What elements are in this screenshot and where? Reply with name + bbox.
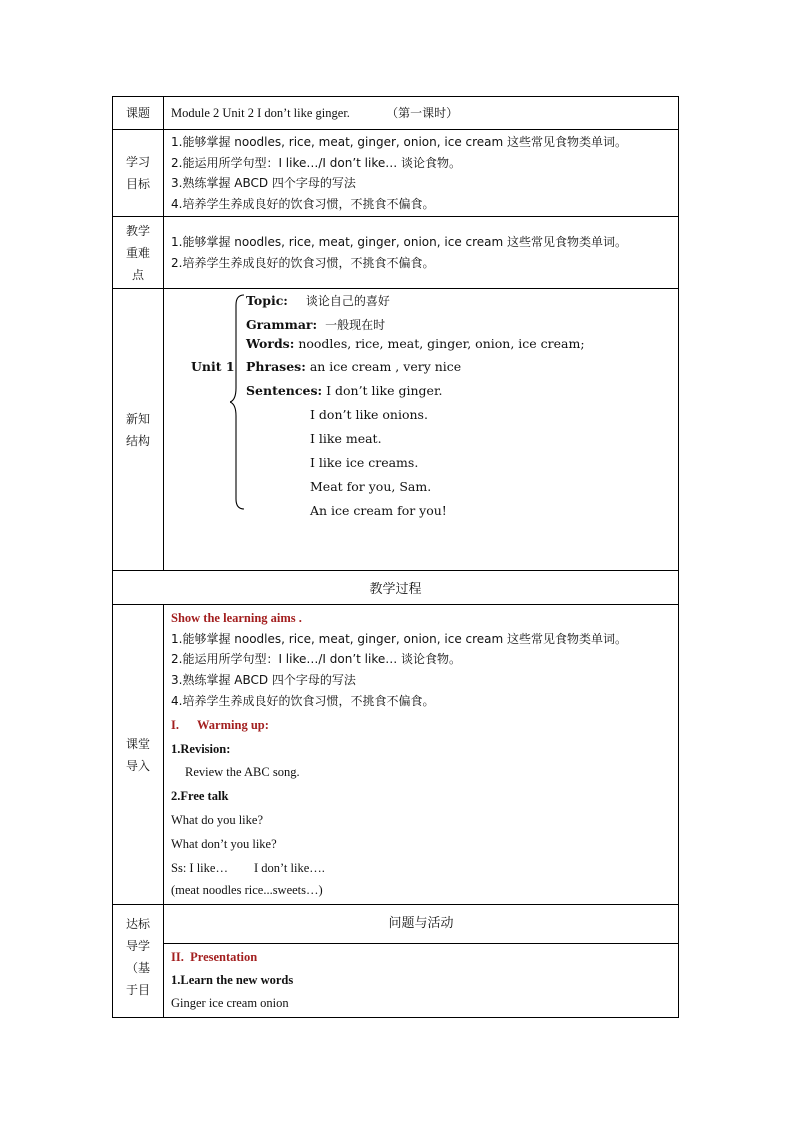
sentence-item: Meat for you, Sam. [310,479,432,494]
warming-up-heading: I. Warming up: [171,717,269,732]
show-aims-heading: Show the learning aims . [171,610,302,625]
intro-aim-line: 3.熟练掌握 ABCD 四个字母的写法 [171,673,356,688]
guide-cell [164,905,679,1018]
lesson-period: （第一课时） [386,105,459,120]
lesson-plan-table [112,96,679,1018]
sentence-item: An ice cream for you! [310,503,447,518]
unit-label: Unit 1 [191,359,235,374]
topic-row [113,97,679,130]
revision-heading: 1.Revision: [171,741,231,756]
topic-title: Module 2 Unit 2 I don’t like ginger. [171,105,350,120]
focus-cell [164,217,679,289]
aims-cell [164,130,679,217]
intro-aim-line: 2.能运用所学句型：I like…/I don’t like… 谈论食物。 [171,652,462,667]
knowledge-structure [164,289,678,565]
question-line: What do you like? [171,812,263,827]
new-words-line: Ginger ice cream onion [171,996,289,1010]
revision-text: Review the ABC song. [185,765,300,780]
free-talk-heading: 2.Free talk [171,789,229,804]
intro-label: 课堂 导入 [113,605,164,905]
process-header-row [113,571,679,605]
sentence-item: I like ice creams. [310,455,419,470]
phrases-line: Phrases: an ice cream , very nice [246,359,462,374]
topic-label: 课题 [113,97,164,130]
activities-header: 问题与活动 [164,905,678,944]
focus-line: 1.能够掌握 noodles, rice, meat, ginger, onion, ice cream 这些常见食物类单词。 [171,235,628,249]
aims-line: 2.能运用所学句型：I like…/I don’t like… 谈论食物。 [171,155,462,170]
focus-label: 教学 重难 点 [113,217,164,289]
structure-cell [164,289,679,571]
sentence-item: I don’t like onions. [310,407,428,422]
focus-line: 2.培养学生养成良好的饮食习惯，不挑食不偏食。 [171,255,435,270]
topic-line: Topic: 谈论自己的喜好 [246,293,390,308]
intro-aim-line: 1.能够掌握 noodles, rice, meat, ginger, onion, ice cream 这些常见食物类单词。 [171,631,628,646]
sentences-line: Sentences: I don’t like ginger. [246,383,443,398]
grammar-line: Grammar: 一般现在时 [246,317,386,332]
question-line: What don’t you like? [171,836,277,851]
presentation-block [164,944,678,1017]
presentation-heading: II. Presentation [171,950,258,964]
examples-line: (meat noodles rice...sweets…) [171,883,323,898]
intro-row [113,605,679,905]
intro-aim-line: 4.培养学生养成良好的饮食习惯，不挑食不偏食。 [171,694,435,708]
learn-words-heading: 1.Learn the new words [171,973,294,987]
aims-line: 3.熟练掌握 ABCD 四个字母的写法 [171,176,356,190]
intro-cell [164,605,679,905]
aims-label: 学习 目标 [113,130,164,217]
words-line: Words: noodles, rice, meat, ginger, onion, ice cream; [246,336,585,351]
guide-row [113,905,679,1018]
topic-cell [164,97,679,130]
sentence-item: I like meat. [310,431,382,446]
structure-label: 新知 结构 [113,289,164,571]
focus-row [113,217,679,289]
aims-line: 4.培养学生养成良好的饮食习惯，不挑食不偏食。 [171,196,435,211]
curly-brace-icon [230,293,246,511]
aims-row [113,130,679,217]
aims-line: 1.能够掌握 noodles, rice, meat, ginger, onion, ice cream 这些常见食物类单词。 [171,135,628,149]
answer-line: Ss: I like… I don’t like…. [171,860,325,875]
process-header: 教学过程 [113,571,679,605]
guide-label: 达标 导学 （基 于目 [113,905,164,1018]
structure-row [113,289,679,571]
